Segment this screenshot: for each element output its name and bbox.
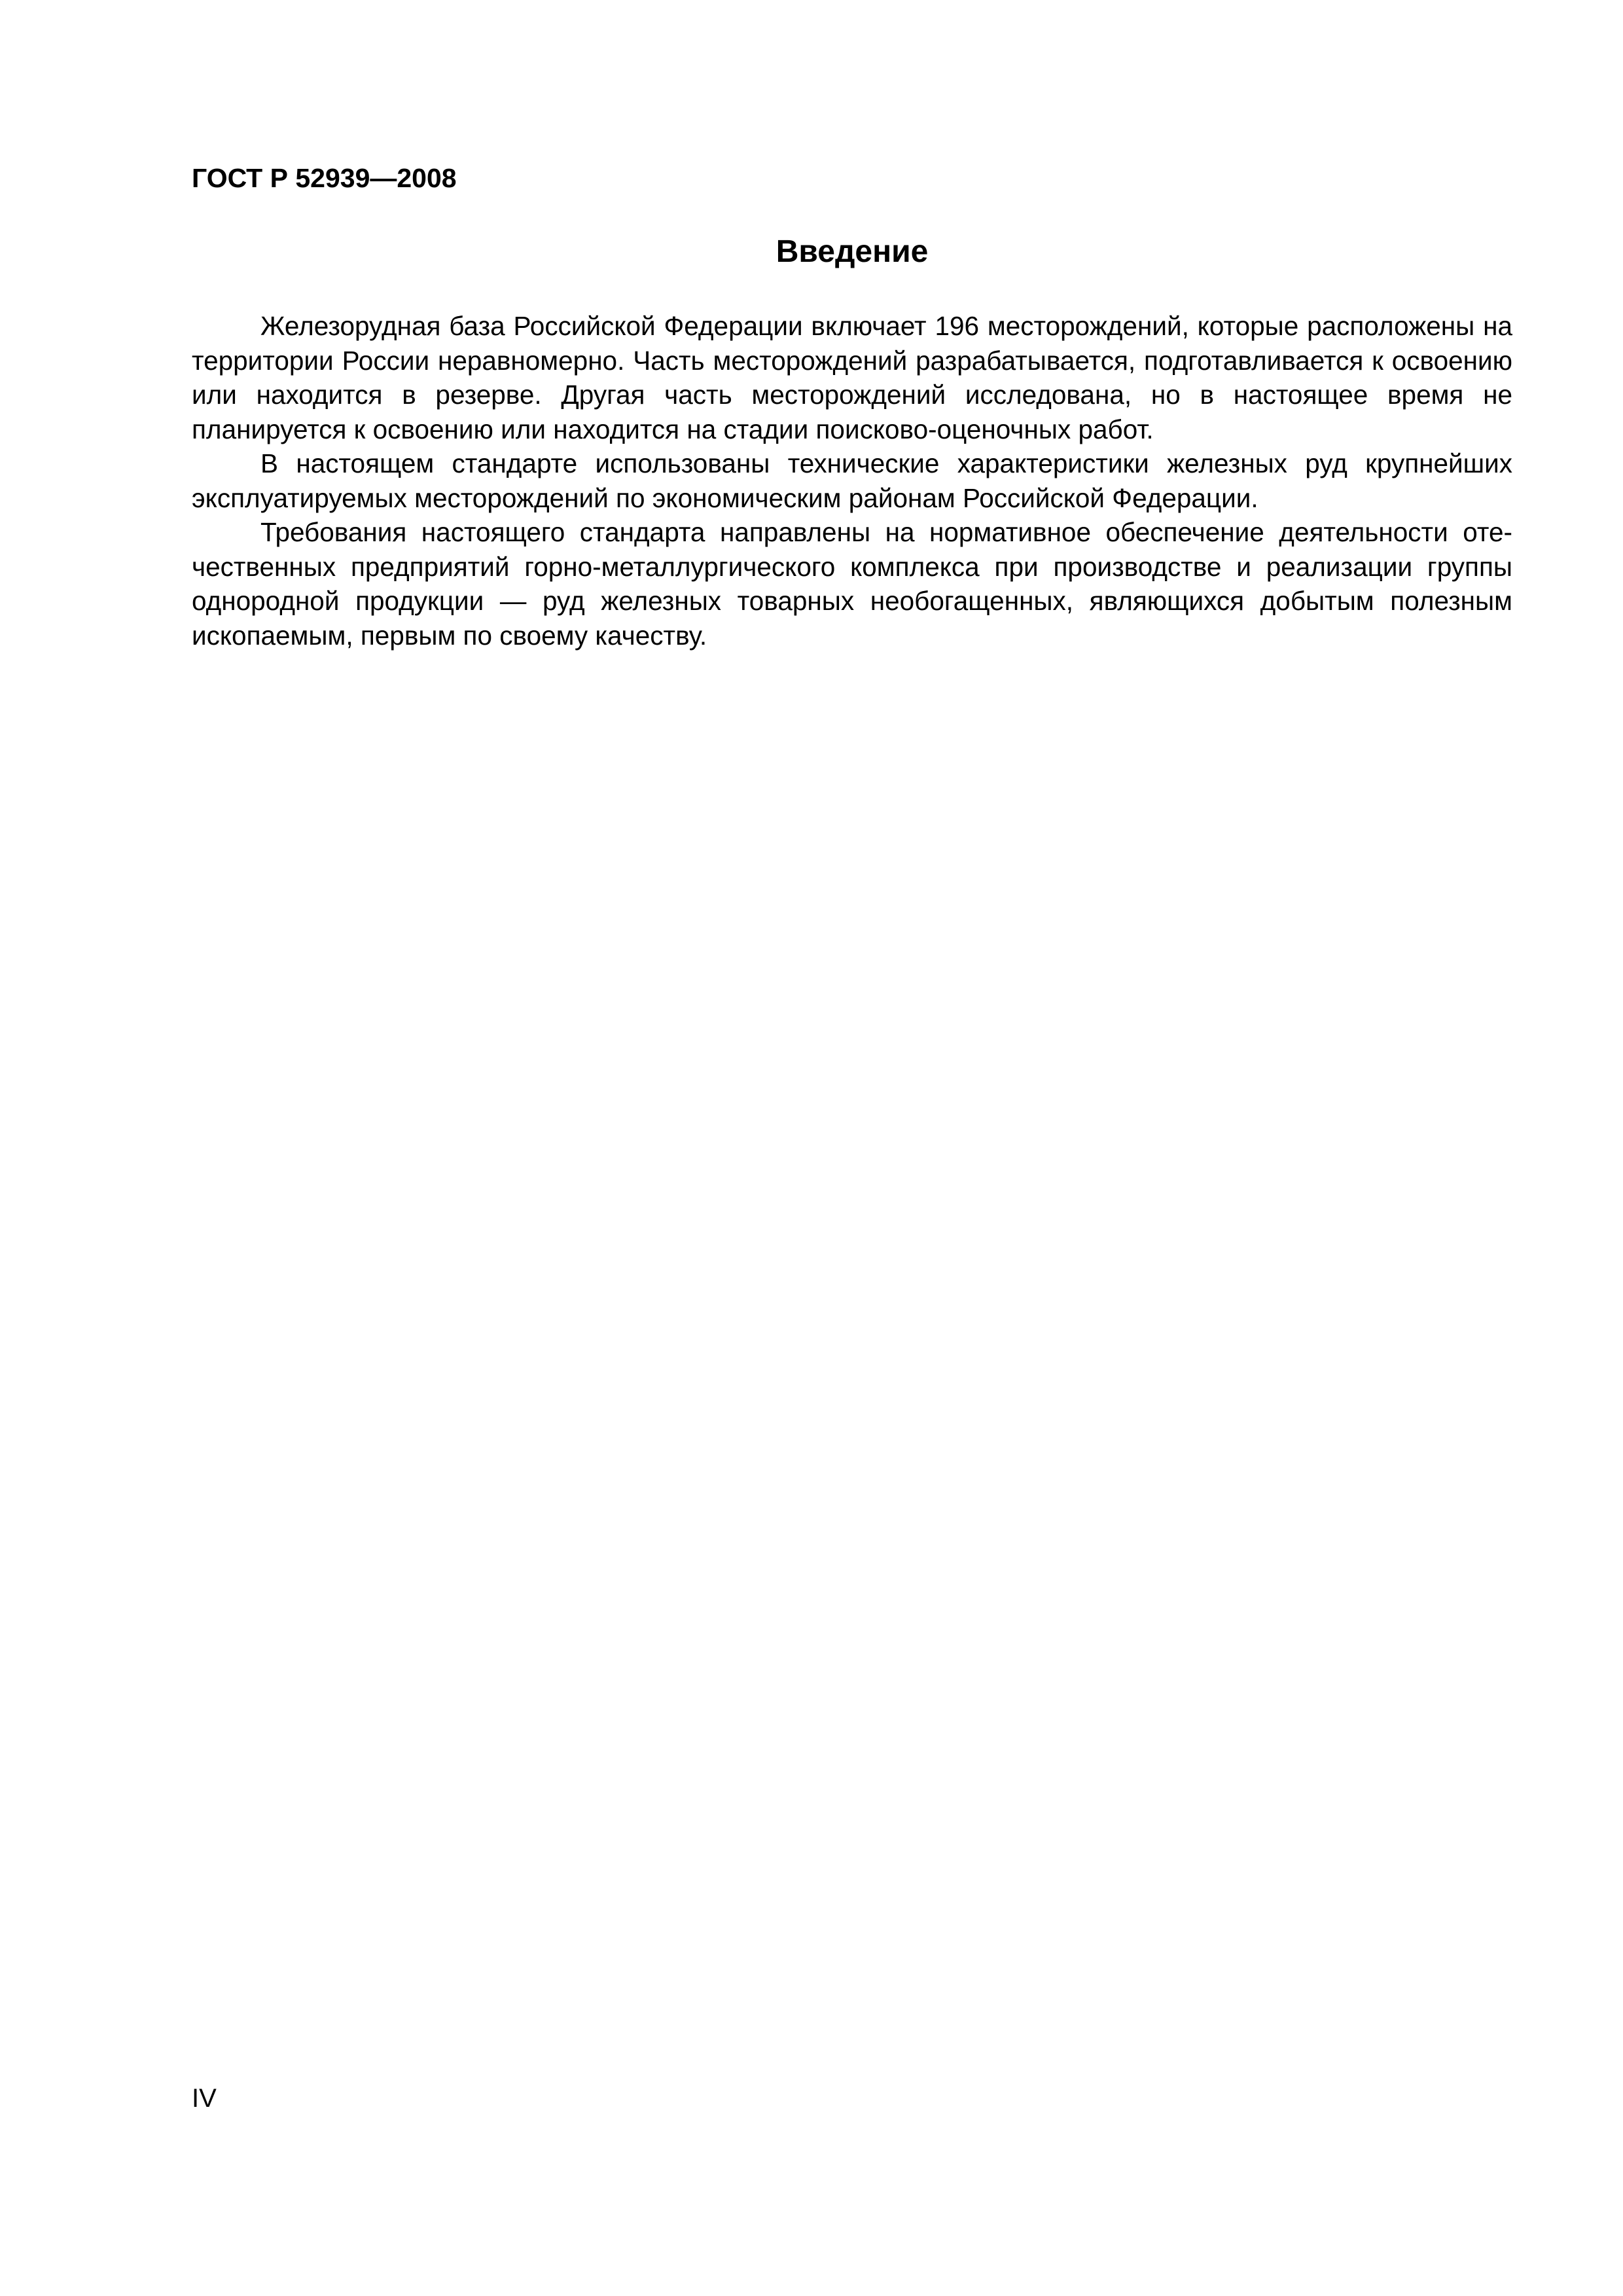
paragraph-technical-characteristics: В настоящем стандарте использованы технические характеристики железных руд крупнейших эксплуатируемых месторождений по экономическим районам Российской Федерации. [192, 448, 1512, 513]
standard-code-header: ГОСТ Р 52939—2008 [192, 163, 457, 193]
section-title: Введение [776, 234, 929, 269]
paragraph-iron-ore-base: Железорудная база Российской Федерации включает 196 месторождений, которые расположены на территории России неравномерно. Часть месторождений разрабатывается, подготавливается к освоению или находится в резерве. Другая часть месторождений исследована, но в настоящее время не планируется к освоению или находится на стадии поисково-оценочных работ. [192, 311, 1512, 444]
paragraph-standard-requirements: Требования настоящего стандарта направлены на нормативное обеспечение деятельности отечественных предприятий горно-металлургического комплекса при производстве и реализации группы однородной продукции — руд железных товарных необогащенных, являющихся добытым полезным ископаемым, первым по своему качеству. [192, 517, 1512, 651]
page-number: IV [192, 2084, 217, 2113]
introduction-body [192, 309, 1512, 653]
